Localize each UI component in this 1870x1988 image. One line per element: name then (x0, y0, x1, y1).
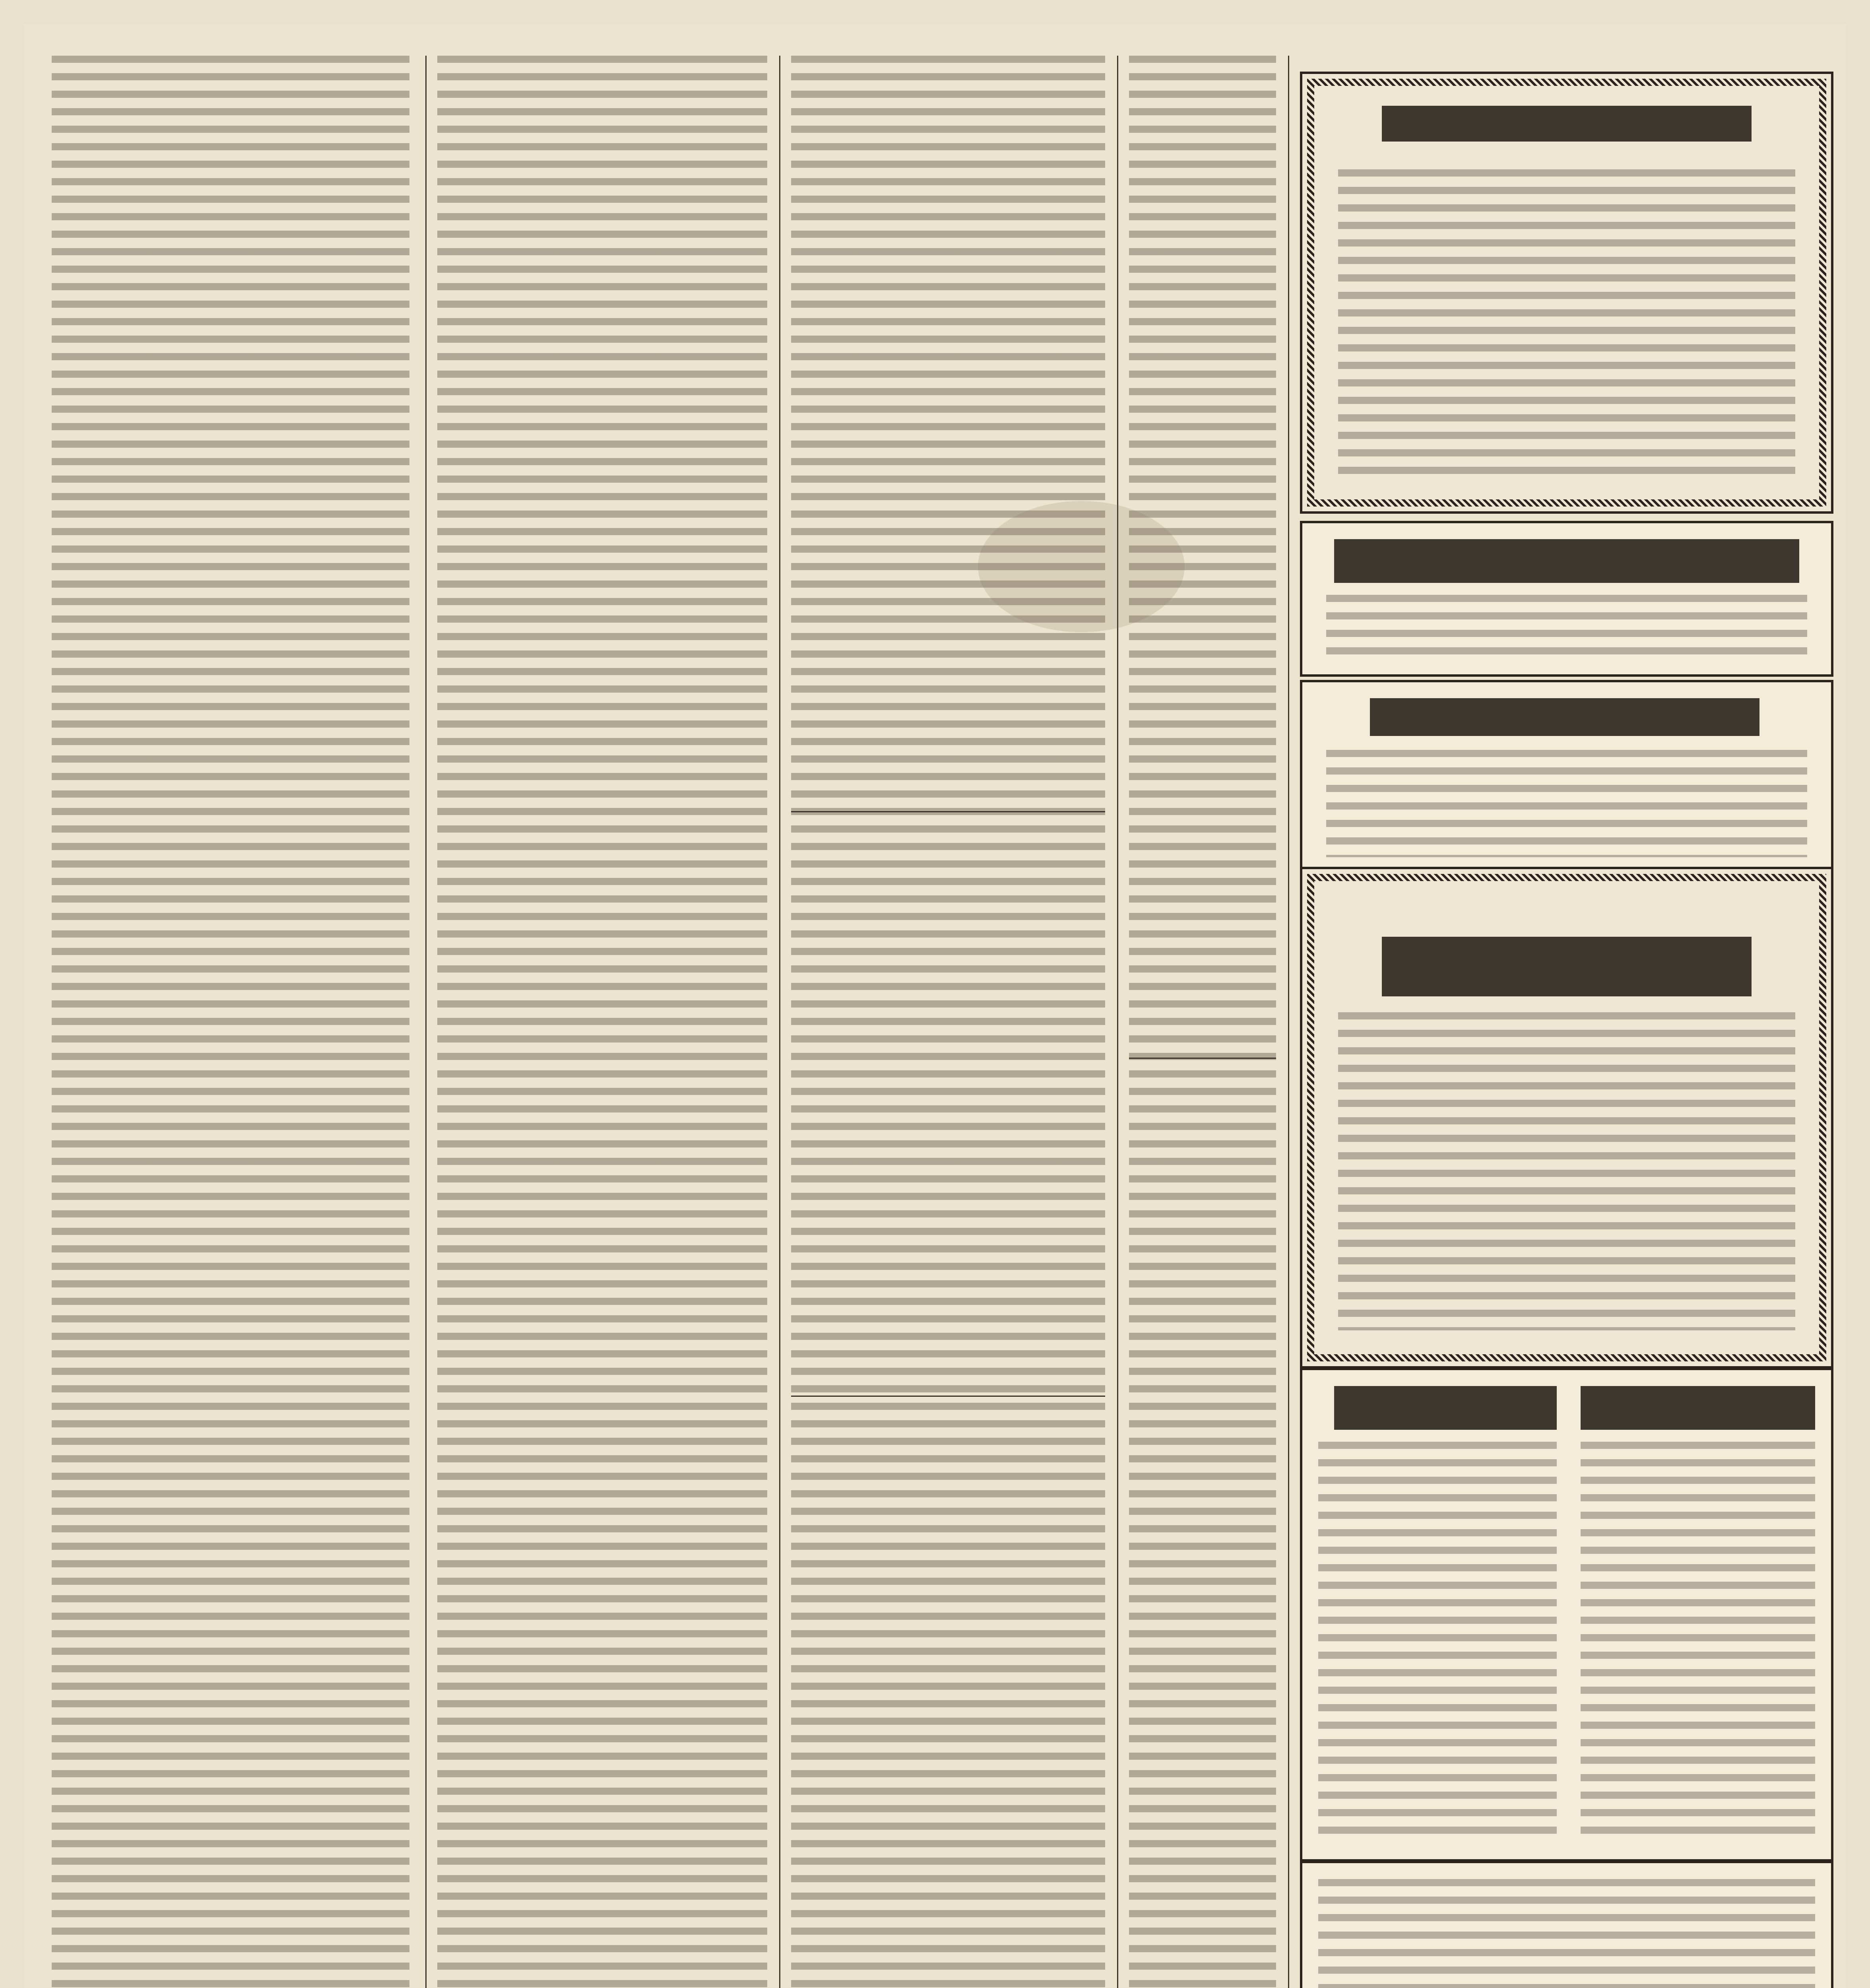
ad-box-4 (1300, 867, 1833, 1369)
ad-heading-block (1382, 106, 1752, 142)
ad-text (1338, 169, 1795, 480)
ad-heading-block (1334, 539, 1799, 583)
column-3-text (791, 56, 1105, 1988)
ad-text (1318, 1442, 1557, 1843)
ad-box-5 (1300, 1368, 1833, 1862)
ad-heading-block (1382, 937, 1752, 996)
text-lines (52, 56, 409, 1988)
separator (791, 811, 1105, 812)
ad-text (1318, 1879, 1815, 1988)
ad-text (1326, 595, 1807, 658)
ad-box-6 (1300, 1861, 1833, 1988)
ad-heading-block-2 (1581, 1386, 1815, 1430)
text-lines (437, 56, 767, 1988)
ad-text-2 (1581, 1442, 1815, 1843)
column-2-text (437, 56, 767, 1988)
paper-stain (978, 501, 1185, 632)
column-1-text (52, 56, 409, 1988)
newspaper-page (24, 24, 1846, 1988)
ad-text (1338, 1012, 1795, 1330)
column-4-ads (1129, 56, 1276, 1988)
column-rule-1 (425, 56, 427, 1988)
ad-box-1 (1300, 72, 1833, 514)
text-lines (1129, 56, 1276, 1988)
ad-heading-block (1370, 698, 1759, 736)
ad-text (1326, 750, 1807, 857)
column-rule-2 (779, 56, 780, 1988)
ad-heading-block (1334, 1386, 1557, 1430)
separator (1129, 1058, 1276, 1059)
ad-box-3 (1300, 680, 1833, 876)
column-rule-4 (1288, 56, 1289, 1988)
ad-box-2 (1300, 521, 1833, 677)
separator (791, 1396, 1105, 1397)
column-rule-3 (1117, 56, 1118, 1988)
text-lines (791, 56, 1105, 1988)
